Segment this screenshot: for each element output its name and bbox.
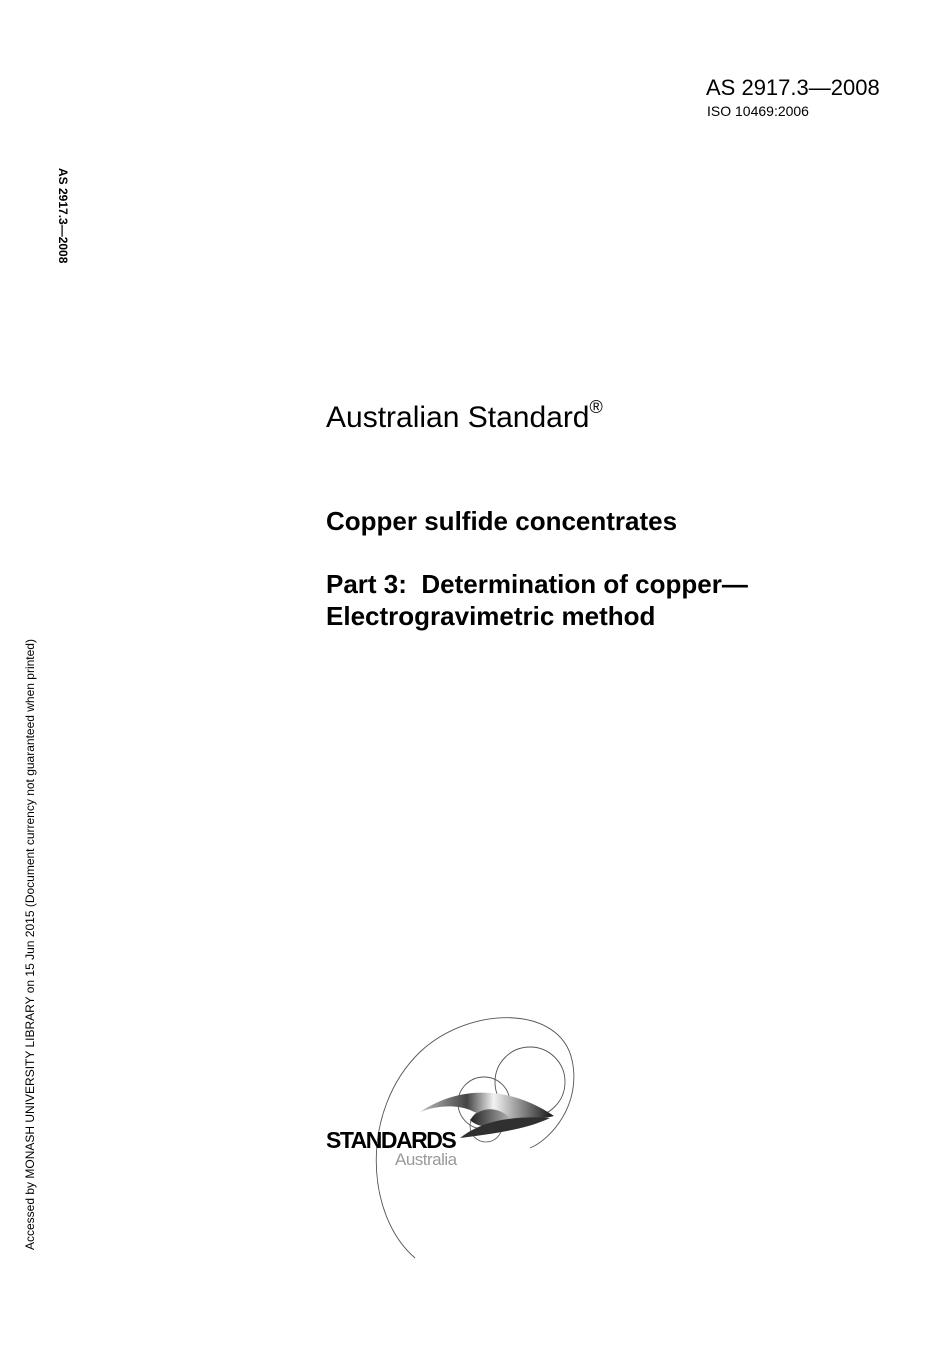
part-title — [326, 568, 748, 632]
iso-number: ISO 10469:2006 — [707, 103, 809, 119]
logo-wordmark: STANDARDS — [326, 1127, 456, 1153]
registered-mark: ® — [589, 397, 603, 417]
document-title: Copper sulfide concentrates — [326, 506, 678, 536]
series-label — [326, 397, 603, 436]
part-title-line-2: Electrogravimetric method — [326, 601, 656, 631]
series-text: Australian Standard — [326, 401, 590, 434]
spine-label: AS 2917.3—2008 — [56, 168, 70, 264]
logo-subtitle: Australia — [395, 1150, 457, 1169]
part-title-line-1: Part 3: Determination of copper— — [326, 569, 748, 599]
access-note: Accessed by MONASH UNIVERSITY LIBRARY on 15 Jun 2015 (Document currency not guaranteed when printed) — [23, 639, 37, 1250]
standard-number: AS 2917.3—2008 — [706, 75, 880, 100]
